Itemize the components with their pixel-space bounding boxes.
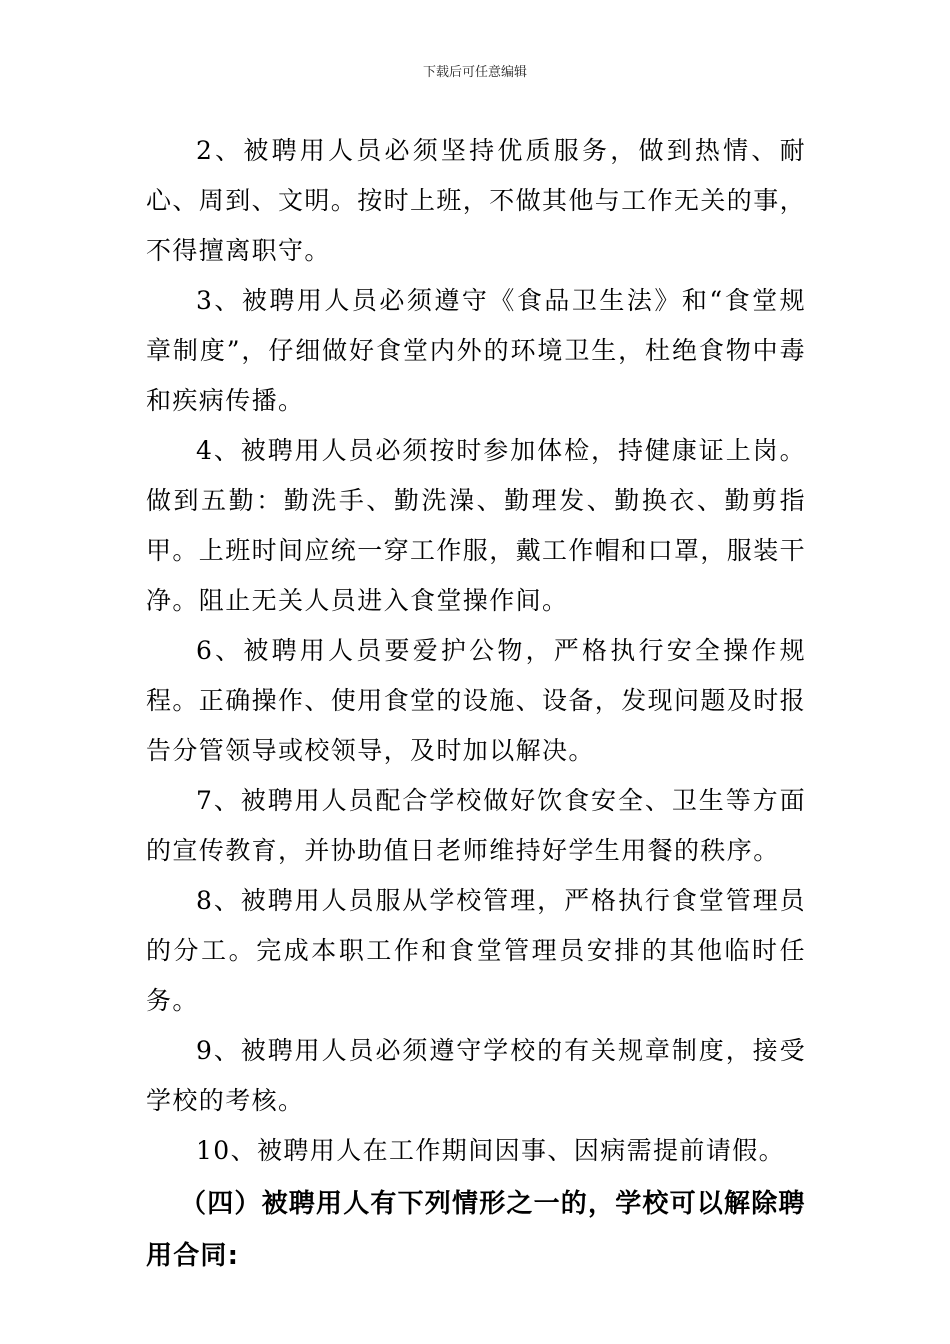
paragraph-item-10: 10、被聘用人在工作期间因事、因病需提前请假。 [196, 1136, 786, 1165]
paragraph-item-3: 3、被聘用人员必须遵守《食品卫生法》和“食堂规章制度”，仔细做好食堂内外的环境卫生，杜绝食物中毒和疾病传播。 [146, 286, 806, 415]
paragraph-item-2: 2、被聘用人员必须坚持优质服务，做到热情、耐心、周到、文明。按时上班，不做其他与工作无关的事，不得擅离职守。 [146, 136, 807, 265]
paragraph-item-8: 8、被聘用人员服从学校管理，严格执行食堂管理员的分工。完成本职工作和食堂管理员安排的其他临时任务。 [146, 886, 806, 1015]
section-heading: （四）被聘用人有下列情形之一的，学校可以解除聘用合同: [146, 1189, 806, 1271]
paragraph-item-6: 6、被聘用人员要爱护公物，严格执行安全操作规程。正确操作、使用食堂的设施、设备，发现问题及时报告分管领导或校领导，及时加以解决。 [146, 636, 807, 765]
paragraph-item-7: 7、被聘用人员配合学校做好饮食安全、卫生等方面的宣传教育，并协助值日老师维持好学生用餐的秩序。 [146, 786, 806, 865]
paragraph-item-4: 4、被聘用人员必须按时参加体检，持健康证上岗。做到五勤：勤洗手、勤洗澡、勤理发、勤换衣、勤剪指甲。上班时间应统一穿工作服，戴工作帽和口罩，服装干净。阻止无关人员进入食堂操作间。 [146, 436, 807, 615]
paragraph-item-9: 9、被聘用人员必须遵守学校的有关规章制度，接受学校的考核。 [146, 1036, 806, 1115]
page-header-note: 下载后可任意编辑 [422, 65, 527, 80]
document-body [146, 126, 806, 1282]
